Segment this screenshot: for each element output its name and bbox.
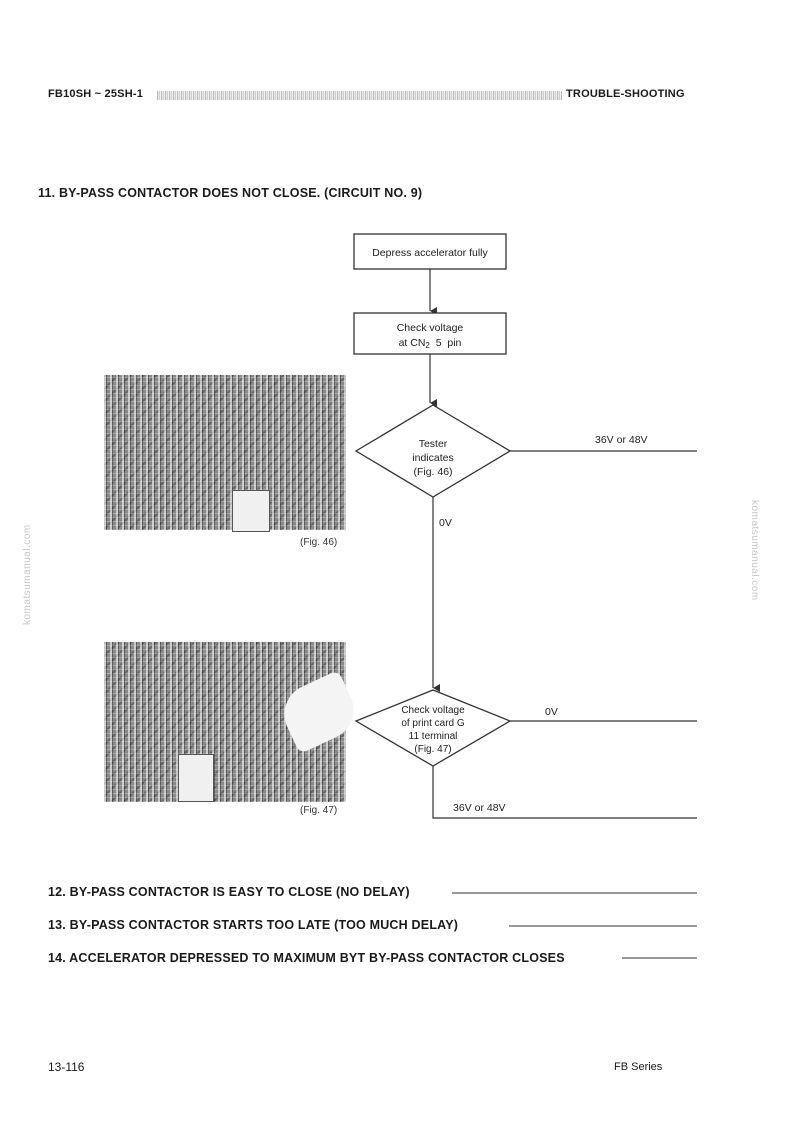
header-model: FB10SH ~ 25SH-1 [48,88,144,100]
branch-label-0v-right: 0V [545,706,558,718]
branch-label-0v: 0V [439,517,452,529]
step-check-voltage-line1: Check voltage [396,322,464,334]
branch-label-36v-48v: 36V or 48V [595,434,648,446]
decision-tester-indicates [356,405,510,497]
figure-46-caption: (Fig. 46) [300,537,338,548]
step-depress-accelerator-text: Depress accelerator fully [372,247,488,259]
header-section: TROUBLE-SHOOTING [566,88,685,100]
section-14-title: 14. ACCELERATOR DEPRESSED TO MAXIMUM BYT BY-PASS CONTACTOR CLOSES [48,951,565,965]
section-title: 11. BY-PASS CONTACTOR DOES NOT CLOSE. (CIRCUIT NO. 9) [38,186,423,200]
watermark-left: komatsumanual.com [22,524,33,625]
decision-print-card-line1: Check voltage [401,705,465,716]
watermark-right: komatsumanual.com [749,500,760,601]
step-check-voltage-line2: at CN2 5 pin [398,337,462,350]
series-label: FB Series [614,1061,663,1073]
decision-tester-line1: Tester [418,438,448,450]
decision-tester-line2: indicates [412,452,454,464]
decision-print-card-line2: of print card G [401,718,465,729]
page-number: 13-116 [48,1060,85,1074]
section-12-title: 12. BY-PASS CONTACTOR IS EASY TO CLOSE (NO DELAY) [48,885,410,899]
figure-47-caption: (Fig. 47) [300,805,338,816]
decision-tester-line3: (Fig. 46) [413,466,453,478]
decision-print-card-line3: 11 terminal [408,731,458,742]
branch-label-36v-48v-down: 36V or 48V [453,802,506,814]
section-13-title: 13. BY-PASS CONTACTOR STARTS TOO LATE (TOO MUCH DELAY) [48,918,459,932]
decision-print-card-line4: (Fig. 47) [414,744,452,755]
